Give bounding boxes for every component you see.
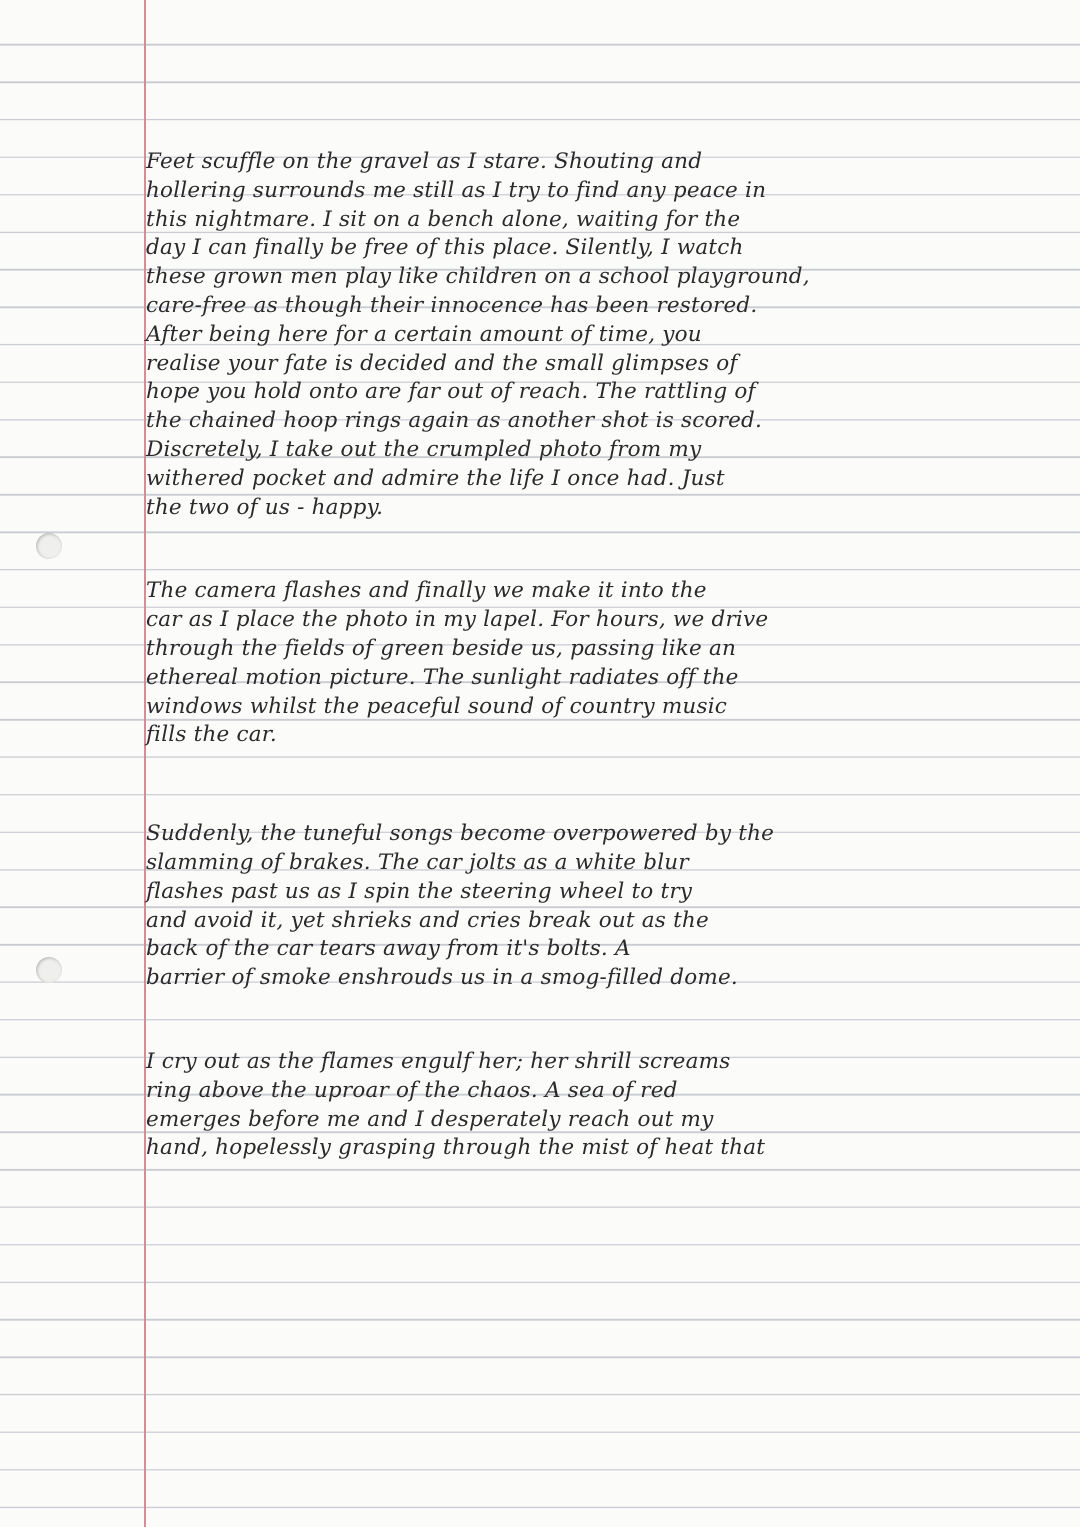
text-line: Suddenly, the tuneful songs become overpowered by the bbox=[146, 821, 775, 847]
text-line: and avoid it, yet shrieks and cries break out as the bbox=[146, 907, 709, 933]
text-line: car as I place the photo in my lapel. For hours, we drive bbox=[146, 607, 769, 633]
text-line: Discretely, I take out the crumpled photo from my bbox=[146, 436, 702, 462]
text-line: I cry out as the flames engulf her; her shrill screams bbox=[146, 1048, 731, 1074]
paragraph bbox=[146, 1048, 1066, 1163]
text-line: through the fields of green beside us, passing like an bbox=[146, 635, 737, 661]
text-line: day I can finally be free of this place. Silently, I watch bbox=[146, 235, 744, 261]
text-line: hope you hold onto are far out of reach. The rattling of bbox=[146, 379, 756, 405]
text-line: slamming of brakes. The car jolts as a white blur bbox=[146, 849, 689, 875]
text-line: windows whilst the peaceful sound of country music bbox=[146, 693, 728, 719]
paragraph bbox=[146, 577, 1066, 750]
text-line: flashes past us as I spin the steering wheel to try bbox=[146, 878, 693, 904]
text-line: care-free as though their innocence has been restored. bbox=[146, 292, 758, 318]
paragraph bbox=[146, 820, 1066, 993]
text-line: these grown men play like children on a school playground, bbox=[146, 264, 810, 290]
text-line: this nightmare. I sit on a bench alone, waiting for the bbox=[146, 206, 741, 232]
text-line: withered pocket and admire the life I once had. Just bbox=[146, 465, 725, 491]
text-line: barrier of smoke enshrouds us in a smog-filled dome. bbox=[146, 965, 738, 991]
text-line: Feet scuffle on the gravel as I stare. Shouting and bbox=[146, 149, 703, 174]
text-line: realise your fate is decided and the small glimpses of bbox=[146, 350, 738, 376]
punch-hole bbox=[36, 957, 62, 983]
text-line: ring above the uproar of the chaos. A sea of red bbox=[146, 1077, 678, 1103]
text-line: hollering surrounds me still as I try to find any peace in bbox=[146, 177, 767, 203]
text-line: The camera flashes and finally we make it into the bbox=[146, 578, 707, 604]
text-line: After being here for a certain amount of time, you bbox=[146, 321, 702, 347]
text-line: back of the car tears away from it's bolts. A bbox=[146, 936, 631, 962]
text-line: the two of us - happy. bbox=[146, 494, 384, 520]
text-line: ethereal motion picture. The sunlight radiates off the bbox=[146, 664, 739, 690]
text-line: the chained hoop rings again as another shot is scored. bbox=[146, 408, 762, 434]
text-line: fills the car. bbox=[146, 722, 277, 748]
paragraph bbox=[146, 148, 1066, 522]
text-line: emerges before me and I desperately reach out my bbox=[146, 1106, 714, 1132]
punch-hole bbox=[36, 533, 62, 559]
text-line: hand, hopelessly grasping through the mist of heat that bbox=[146, 1135, 766, 1161]
handwritten-text bbox=[146, 148, 1066, 1163]
